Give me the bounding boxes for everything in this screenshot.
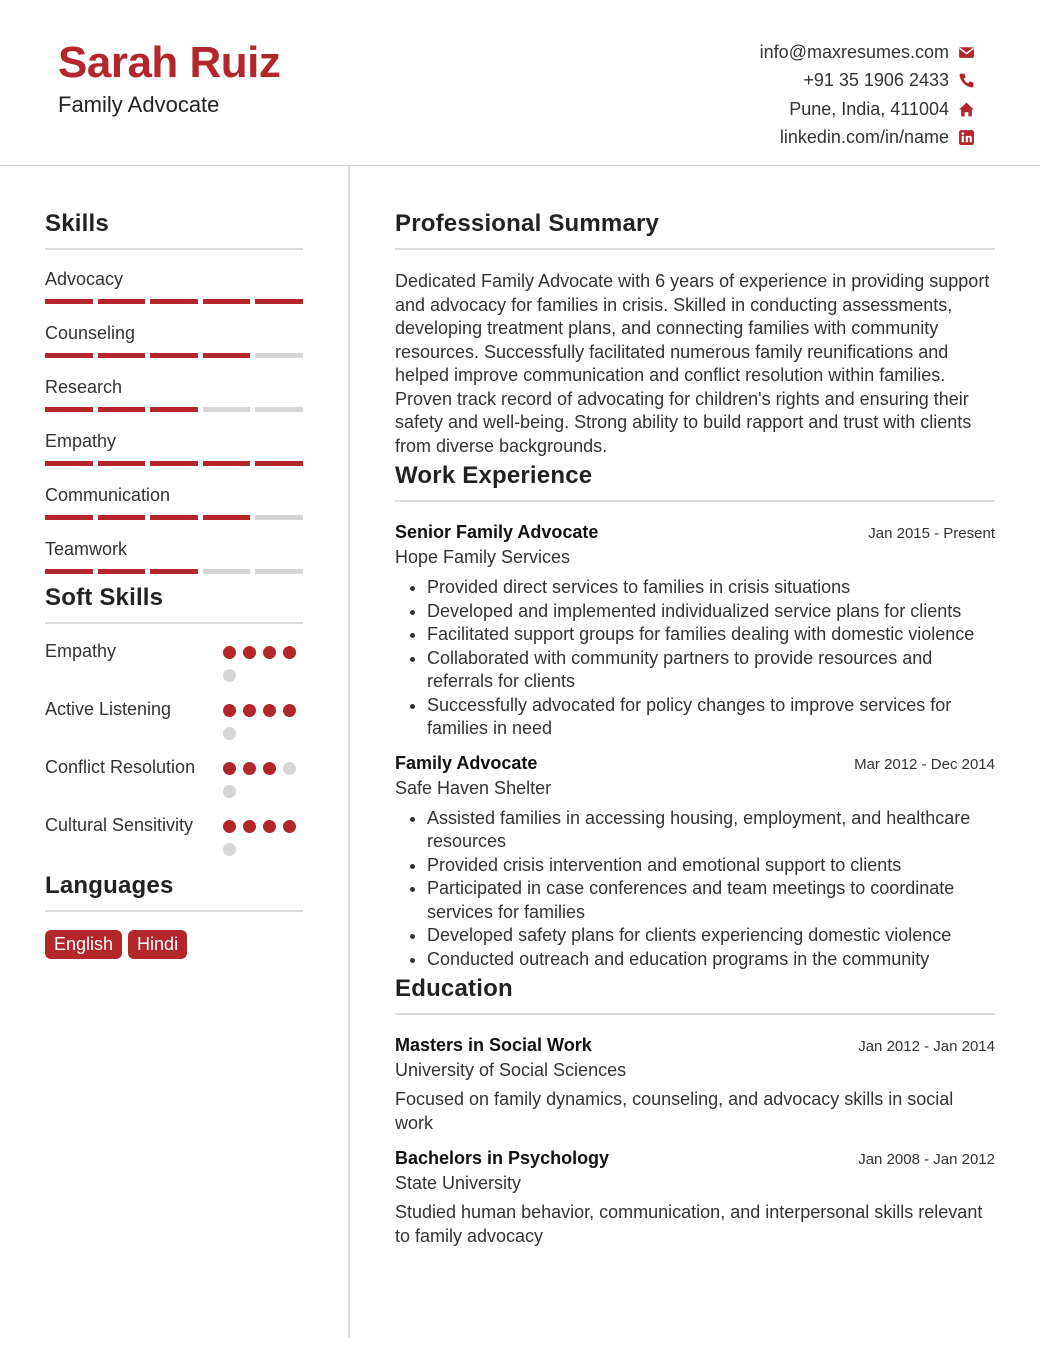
level-segment bbox=[150, 461, 198, 466]
level-segment bbox=[203, 299, 251, 304]
education-description: Focused on family dynamics, counseling, and advocacy skills in social work bbox=[395, 1089, 954, 1133]
skill-label: Research bbox=[45, 377, 123, 397]
level-segment bbox=[203, 569, 251, 574]
job-date: Mar 2012 - Dec 2014 bbox=[854, 755, 995, 773]
soft-skills-list bbox=[45, 640, 303, 866]
envelope-icon bbox=[958, 44, 975, 61]
skill-level-bar bbox=[45, 407, 303, 412]
rating-dot bbox=[283, 762, 296, 775]
job-bullet: • Developed safety plans for clients experiencing domestic violence bbox=[427, 924, 995, 948]
contact-info bbox=[760, 38, 975, 152]
candidate-name: Sarah Ruiz bbox=[58, 38, 281, 87]
level-segment bbox=[255, 407, 303, 412]
contact-phone-text: +91 35 1906 2433 bbox=[803, 70, 949, 91]
level-segment bbox=[255, 461, 303, 466]
job-bullet: • Facilitated support groups for families dealing with domestic violence bbox=[427, 623, 995, 647]
linkedin-icon bbox=[958, 129, 975, 146]
level-segment bbox=[98, 407, 146, 412]
contact-phone[interactable] bbox=[760, 67, 975, 96]
level-segment bbox=[150, 353, 198, 358]
school-name: University of Social Sciences bbox=[395, 1060, 627, 1080]
phone-icon bbox=[958, 72, 975, 89]
rating-dot bbox=[283, 646, 296, 659]
skills-heading: Skills bbox=[45, 210, 303, 250]
level-segment bbox=[255, 569, 303, 574]
skill-item bbox=[45, 539, 303, 574]
level-segment bbox=[255, 299, 303, 304]
job-organization: Safe Haven Shelter bbox=[395, 777, 552, 798]
skill-label: Advocacy bbox=[45, 269, 124, 289]
education-description: Studied human behavior, communication, and interpersonal skills relevant to family advocacy bbox=[395, 1202, 983, 1246]
level-segment bbox=[150, 407, 198, 412]
job-title: Family Advocate bbox=[395, 752, 538, 773]
soft-skill-rating bbox=[223, 814, 303, 866]
candidate-role: Family Advocate bbox=[58, 92, 220, 117]
skill-level-bar bbox=[45, 353, 303, 358]
rating-dot bbox=[263, 704, 276, 717]
level-segment bbox=[45, 407, 93, 412]
job-bullet: • Developed and implemented individualized service plans for clients bbox=[427, 600, 995, 624]
soft-skill-label: Conflict Resolution bbox=[45, 757, 196, 777]
level-segment bbox=[203, 515, 251, 520]
contact-email-text: info@maxresumes.com bbox=[759, 41, 949, 62]
sidebar bbox=[45, 210, 303, 959]
level-segment bbox=[98, 515, 146, 520]
level-segment bbox=[45, 461, 93, 466]
skill-item bbox=[45, 485, 303, 520]
languages-heading: Languages bbox=[45, 872, 303, 912]
skill-item bbox=[45, 431, 303, 466]
level-segment bbox=[98, 569, 146, 574]
job-bullet: • Collaborated with community partners to provide resources and referrals for clients bbox=[427, 647, 995, 694]
skill-label: Counseling bbox=[45, 323, 136, 343]
soft-skill-rating bbox=[223, 698, 303, 750]
degree-title: Bachelors in Psychology bbox=[395, 1148, 610, 1168]
level-segment bbox=[98, 299, 146, 304]
level-segment bbox=[255, 515, 303, 520]
level-segment bbox=[45, 353, 93, 358]
job-bullet: • Provided crisis intervention and emotional support to clients bbox=[427, 854, 995, 878]
rating-dot bbox=[243, 820, 256, 833]
skill-level-bar bbox=[45, 299, 303, 304]
rating-dot bbox=[223, 727, 236, 740]
education-date: Jan 2012 - Jan 2014 bbox=[858, 1038, 995, 1055]
education-entry bbox=[395, 1148, 995, 1248]
job-bullet: • Conducted outreach and education programs in the community bbox=[427, 948, 995, 972]
skills-list bbox=[45, 269, 303, 574]
level-segment bbox=[150, 515, 198, 520]
job-date: Jan 2015 - Present bbox=[868, 525, 995, 542]
job-bullet: • Assisted families in accessing housing, employment, and healthcare resources bbox=[427, 807, 995, 854]
summary-heading: Professional Summary bbox=[395, 210, 995, 250]
soft-skill-label: Empathy bbox=[45, 641, 117, 661]
level-segment bbox=[203, 461, 251, 466]
rating-dot bbox=[243, 762, 256, 775]
level-segment bbox=[255, 353, 303, 358]
level-segment bbox=[45, 299, 93, 304]
skill-level-bar bbox=[45, 461, 303, 466]
level-segment bbox=[98, 353, 146, 358]
rating-dot bbox=[223, 820, 236, 833]
main-content bbox=[395, 210, 995, 1248]
soft-skill-rating bbox=[223, 756, 303, 808]
job-bullet: • Participated in case conferences and team meetings to coordinate services for families bbox=[427, 877, 995, 924]
skill-label: Empathy bbox=[45, 431, 117, 451]
languages-list bbox=[45, 930, 303, 959]
rating-dot bbox=[223, 646, 236, 659]
rating-dot bbox=[243, 704, 256, 717]
degree-title: Masters in Social Work bbox=[395, 1035, 592, 1055]
contact-address-text: Pune, India, 411004 bbox=[789, 98, 949, 119]
rating-dot bbox=[223, 762, 236, 775]
contact-linkedin-text: linkedin.com/in/name bbox=[779, 127, 949, 148]
contact-address bbox=[760, 95, 975, 124]
soft-skill-rating bbox=[223, 640, 303, 692]
skill-item bbox=[45, 323, 303, 358]
contact-linkedin[interactable] bbox=[760, 124, 975, 153]
column-divider bbox=[348, 166, 350, 1338]
level-segment bbox=[98, 461, 146, 466]
level-segment bbox=[203, 407, 251, 412]
summary-text: Dedicated Family Advocate with 6 years of experience in providing support and advocacy for families in crisis. Skilled in conducting assessments, developing treatment plans, and connecting families with community resources. Successfully facilitated numerous family reunifications and helped improve communication and conflict resolution within families. Proven track record of advocating for children's rights and ensuring their safety and well-being. Strong ability to build rapport and trust with clients from diverse backgrounds. bbox=[395, 271, 990, 456]
home-icon bbox=[958, 101, 975, 118]
level-segment bbox=[45, 569, 93, 574]
rating-dot bbox=[223, 785, 236, 798]
soft-skills-heading: Soft Skills bbox=[45, 584, 303, 624]
rating-dot bbox=[283, 820, 296, 833]
language-tag: Hindi bbox=[128, 930, 187, 959]
job-bullets bbox=[395, 576, 995, 741]
skill-label: Communication bbox=[45, 485, 171, 505]
soft-skill-label: Cultural Sensitivity bbox=[45, 815, 194, 835]
soft-skill-item bbox=[45, 756, 303, 808]
soft-skill-item bbox=[45, 640, 303, 692]
job-bullets bbox=[395, 807, 995, 972]
soft-skill-item bbox=[45, 814, 303, 866]
skill-level-bar bbox=[45, 569, 303, 574]
experience-heading: Work Experience bbox=[395, 462, 995, 502]
rating-dot bbox=[223, 669, 236, 682]
language-tag: English bbox=[45, 930, 122, 959]
skill-item bbox=[45, 377, 303, 412]
job-bullet: • Provided direct services to families in crisis situations bbox=[427, 576, 995, 600]
skill-level-bar bbox=[45, 515, 303, 520]
level-segment bbox=[150, 569, 198, 574]
job-organization: Hope Family Services bbox=[395, 547, 571, 567]
education-entry bbox=[395, 1035, 995, 1135]
level-segment bbox=[203, 353, 251, 358]
soft-skill-label: Active Listening bbox=[45, 699, 172, 719]
rating-dot bbox=[223, 704, 236, 717]
skill-label: Teamwork bbox=[45, 539, 128, 559]
school-name: State University bbox=[395, 1173, 522, 1193]
soft-skill-item bbox=[45, 698, 303, 750]
rating-dot bbox=[243, 646, 256, 659]
rating-dot bbox=[263, 646, 276, 659]
rating-dot bbox=[283, 704, 296, 717]
rating-dot bbox=[263, 820, 276, 833]
level-segment bbox=[45, 515, 93, 520]
job-entry bbox=[395, 753, 995, 972]
level-segment bbox=[150, 299, 198, 304]
rating-dot bbox=[263, 762, 276, 775]
job-bullet: • Successfully advocated for policy changes to improve services for families in need bbox=[427, 694, 995, 741]
resume-header bbox=[0, 0, 1040, 166]
job-title: Senior Family Advocate bbox=[395, 522, 599, 542]
contact-email[interactable] bbox=[760, 38, 975, 67]
education-date: Jan 2008 - Jan 2012 bbox=[858, 1151, 995, 1168]
rating-dot bbox=[223, 843, 236, 856]
education-heading: Education bbox=[395, 975, 995, 1015]
skill-item bbox=[45, 269, 303, 304]
job-entry bbox=[395, 522, 995, 741]
